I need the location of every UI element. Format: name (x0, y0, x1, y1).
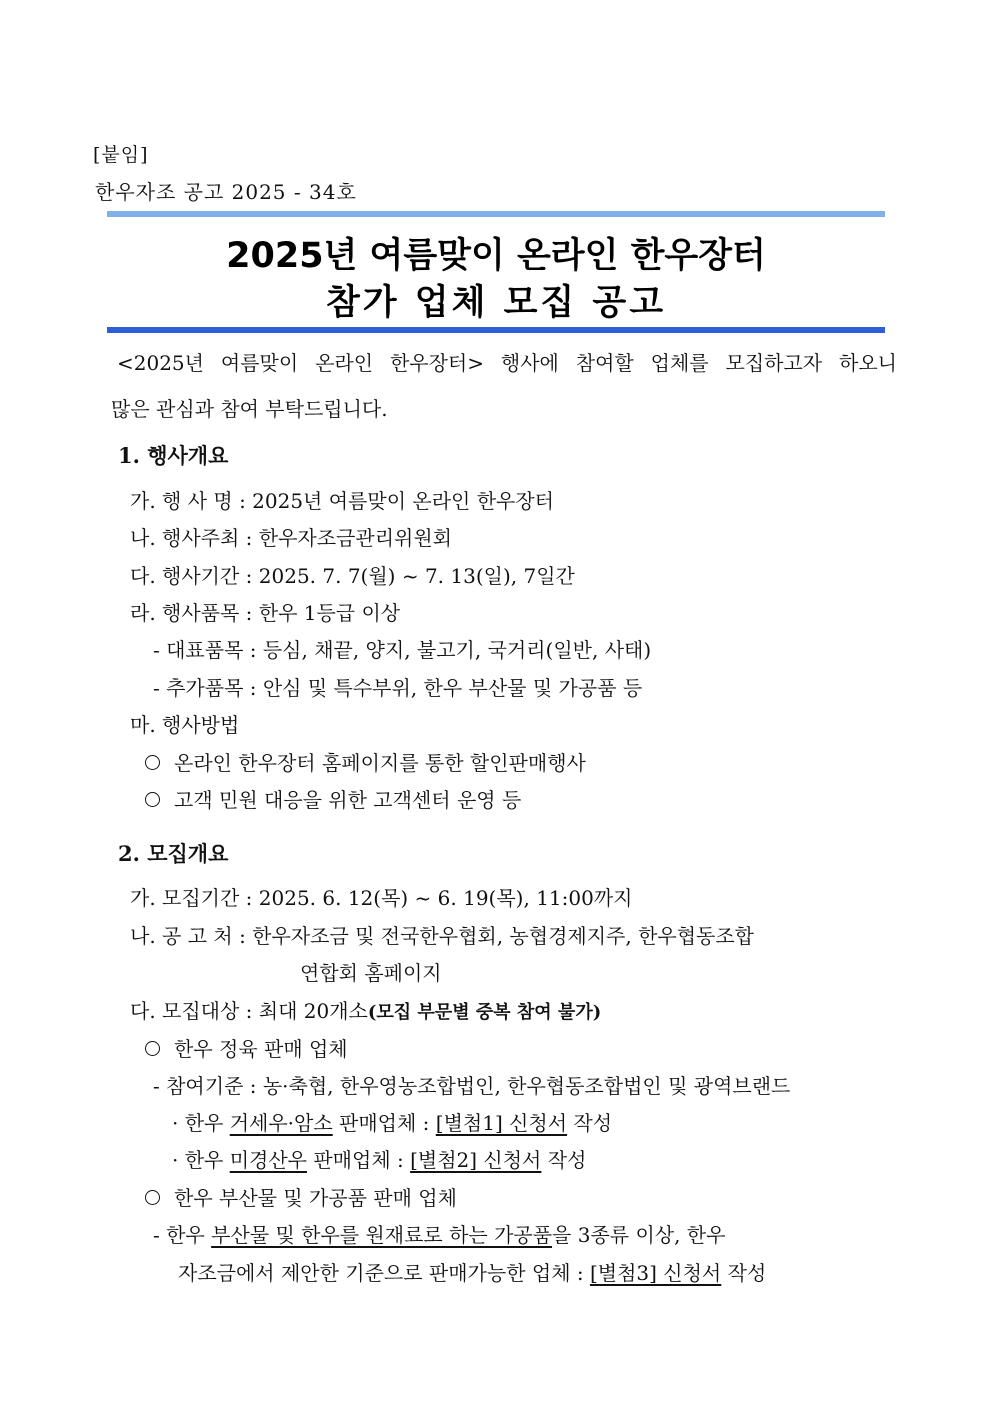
byproduct-line-2-prefix: 자조금에서 제안한 기준으로 판매가능한 업체 : (178, 1261, 590, 1285)
intro-line-1: <2025년 여름맞이 온라인 한우장터> 행사에 참여할 업체를 모집하고자 하오니 (117, 351, 897, 375)
attachment-2-form: [별첨2] 신청서 (410, 1148, 542, 1172)
bullet-steer-cow-line (172, 1107, 612, 1136)
notice-place-cont-line: 연합회 홈페이지 (300, 961, 442, 985)
recruit-target-note: (모집 부문별 중복 참여 불가) (367, 1002, 602, 1023)
title-line-1: 2025년 여름맞이 온라인 한우장터 (226, 236, 766, 276)
category-1-text: 한우 정육 판매 업체 (174, 1037, 348, 1061)
bullet-steer-cow-suffix: 작성 (567, 1111, 613, 1135)
byproduct-underlined: 부산물 및 한우를 원재료로 하는 가공품 (211, 1223, 553, 1247)
bullet-heifer-prefix: · 한우 (172, 1148, 230, 1172)
event-period-line: 다. 행사기간 : 2025. 7. 7(월) ~ 7. 13(일), 7일간 (130, 564, 575, 588)
circle-bullet-icon (145, 792, 160, 807)
byproduct-suffix: 을 3종류 이상, 한우 (552, 1223, 726, 1247)
event-name-line: 가. 행 사 명 : 2025년 여름맞이 온라인 한우장터 (130, 489, 554, 513)
bullet-steer-cow-mid: 판매업체 : (332, 1111, 436, 1135)
byproduct-prefix: - 한우 (153, 1223, 212, 1247)
title-line-2: 참가 업체 모집 공고 (325, 283, 667, 323)
title-top-rule (107, 211, 885, 217)
bullet-heifer-mid: 판매업체 : (307, 1148, 411, 1172)
attachment-1-form: [별첨1] 신청서 (435, 1111, 568, 1135)
category-2-text: 한우 부산물 및 가공품 판매 업체 (174, 1186, 457, 1210)
category-1-line (145, 1033, 348, 1062)
notice-place-line: 나. 공 고 처 : 한우자조금 및 전국한우협회, 농협경제지주, 한우협동조합 (130, 924, 754, 948)
method-item-1-text: 온라인 한우장터 홈페이지를 통한 할인판매행사 (174, 751, 586, 775)
bullet-heifer-suffix: 작성 (541, 1148, 587, 1172)
byproduct-line-2-suffix: 작성 (721, 1261, 767, 1285)
event-host-line: 나. 행사주최 : 한우자조금관리위원회 (130, 526, 452, 550)
category-2-line (145, 1182, 457, 1211)
criteria-line: - 참여기준 : 농·축협, 한우영농조합법인, 한우협동조합법인 및 광역브랜드 (153, 1074, 791, 1098)
circle-bullet-icon (145, 755, 160, 770)
method-item-2-text: 고객 민원 대응을 위한 고객센터 운영 등 (174, 788, 522, 812)
bullet-steer-cow-underlined: 거세우·암소 (229, 1111, 333, 1135)
main-items-line: - 대표품목 : 등심, 채끝, 양지, 불고기, 국거리(일반, 사태) (153, 638, 652, 662)
intro-line-2: 많은 관심과 참여 부탁드립니다. (111, 397, 388, 421)
circle-bullet-icon (145, 1041, 160, 1056)
method-item-1 (145, 747, 586, 776)
method-item-2 (145, 784, 521, 813)
attachment-3-form: [별첨3] 신청서 (589, 1261, 722, 1285)
recruit-period-line: 가. 모집기간 : 2025. 6. 12(목) ~ 6. 19(목), 11:00까지 (130, 886, 633, 910)
recruit-target-line (130, 995, 601, 1024)
section-2-heading: 2. 모집개요 (118, 841, 229, 866)
byproduct-line-2 (178, 1257, 766, 1286)
bullet-heifer-line (172, 1144, 586, 1173)
attachment-label: [붙임] (93, 144, 149, 166)
extra-items-line: - 추가품목 : 안심 및 특수부위, 한우 부산물 및 가공품 등 (153, 676, 643, 700)
section-1-heading: 1. 행사개요 (118, 443, 229, 468)
bullet-steer-cow-prefix: · 한우 (172, 1111, 230, 1135)
event-items-line: 라. 행사품목 : 한우 1등급 이상 (130, 601, 401, 625)
title-bottom-rule (107, 327, 885, 333)
circle-bullet-icon (145, 1190, 160, 1205)
event-method-line: 마. 행사방법 (130, 713, 240, 737)
bullet-heifer-underlined: 미경산우 (229, 1148, 307, 1172)
notice-number: 한우자조 공고 2025 - 34호 (95, 180, 357, 204)
recruit-target-text: 다. 모집대상 : 최대 20개소 (130, 999, 368, 1023)
byproduct-line-1 (153, 1219, 725, 1248)
